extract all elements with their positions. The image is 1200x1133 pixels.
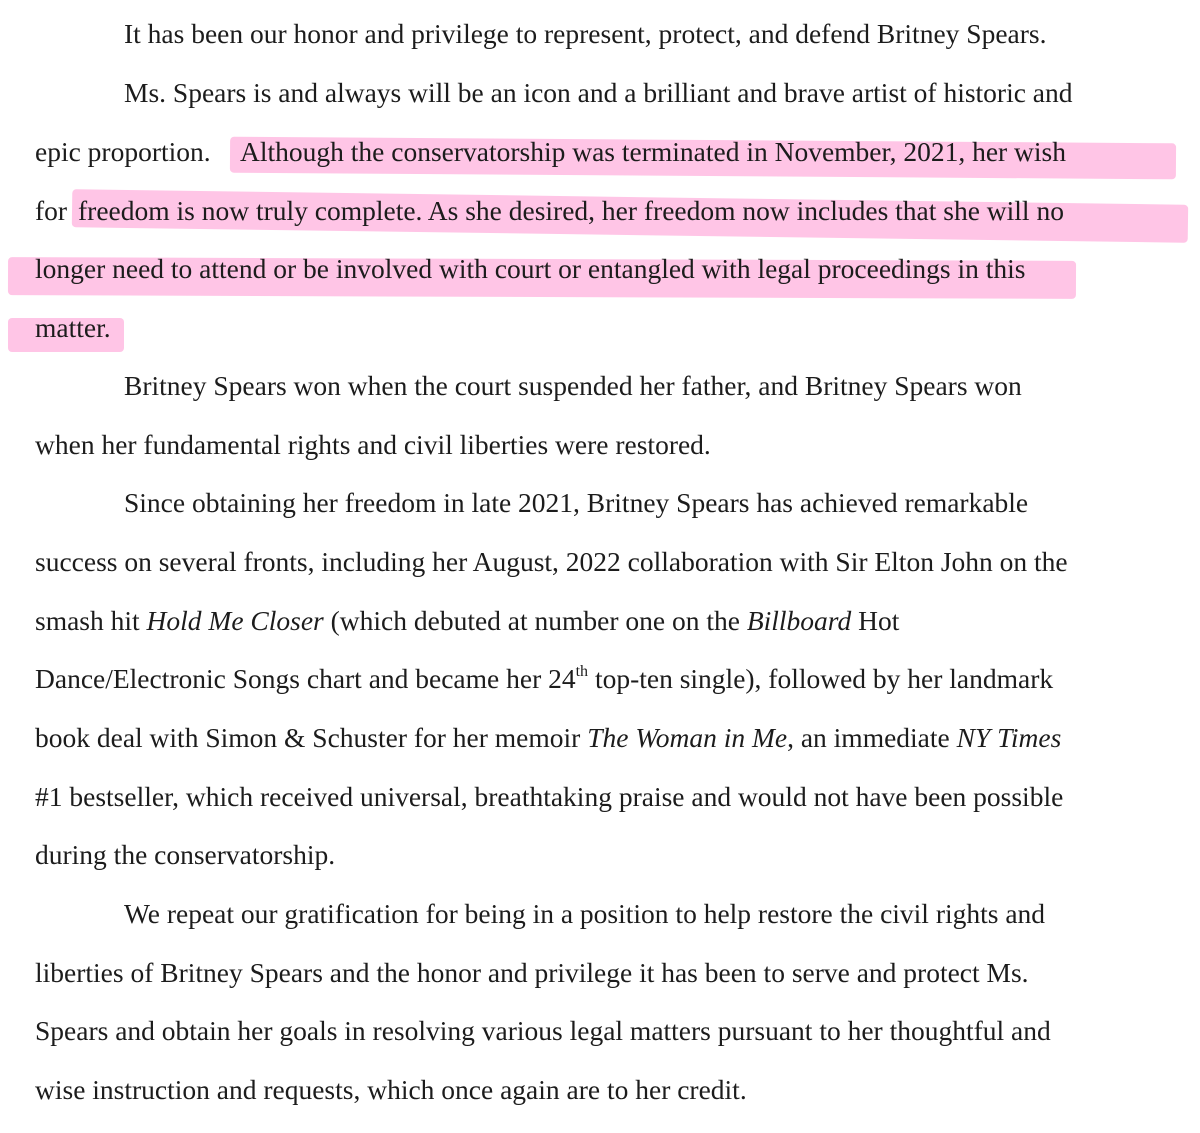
text-line: liberties of Britney Spears and the honor and privilege it has been to serve and protect Ms. [35,957,1029,988]
text-line: success on several fronts, including her August, 2022 collaboration with Sir Elton John on the [35,546,1068,577]
text-line: Ms. Spears is and always will be an icon and a brilliant and brave artist of historic and [124,77,1073,108]
text-line: epic proportion. [35,136,211,167]
text-line: smash hit Hold Me Closer (which debuted at number one on the Billboard Hot [35,605,900,636]
text-line: Since obtaining her freedom in late 2021, Britney Spears has achieved remarkable [124,487,1029,518]
text-line: longer need to attend or be involved with court or entangled with legal proceedings in this [35,253,1026,284]
text-line: Although the conservatorship was terminated in November, 2021, her wish [240,136,1067,167]
text-line: wise instruction and requests, which once again are to her credit. [35,1074,747,1105]
publication-name: NY Times [956,722,1062,753]
text-line: #1 bestseller, which received universal, breathtaking praise and would not have been possible [35,781,1064,812]
text-line: matter. [35,312,111,343]
text-line: Britney Spears won when the court suspended her father, and Britney Spears won [124,370,1022,401]
text-line: when her fundamental rights and civil liberties were restored. [35,429,711,460]
publication-name: Billboard [746,605,852,636]
song-title: Hold Me Closer [146,605,324,636]
text-line: freedom is now truly complete. As she desired, her freedom now includes that she will no [78,195,1064,226]
text-line: book deal with Simon & Schuster for her memoir The Woman in Me, an immediate NY Times [35,722,1062,753]
text-line: Dance/Electronic Songs chart and became her 24th top-ten single), followed by her landmark [35,663,1054,694]
text-line: It has been our honor and privilege to represent, protect, and defend Britney Spears. [124,18,1047,49]
book-title: The Woman in Me [587,722,788,753]
text-line: during the conservatorship. [35,839,336,870]
text-line: Spears and obtain her goals in resolving various legal matters pursuant to her thoughtful and [35,1015,1051,1046]
text-line: for [35,195,68,226]
text-line: We repeat our gratification for being in a position to help restore the civil rights and [124,898,1046,929]
